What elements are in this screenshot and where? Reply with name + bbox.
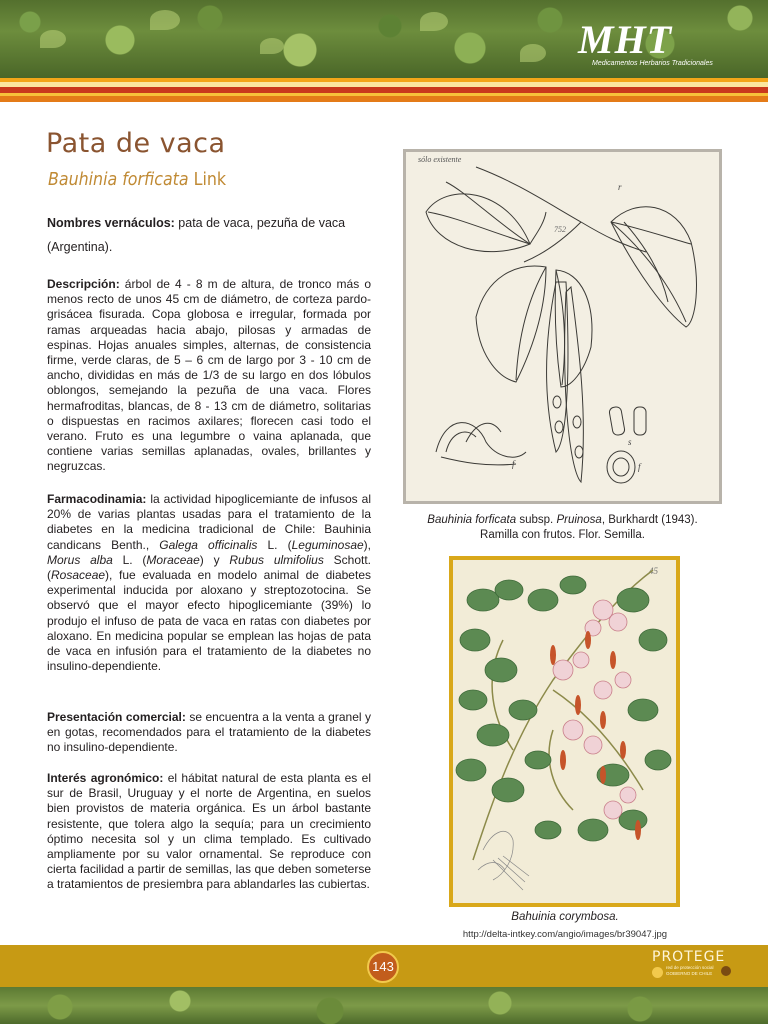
- plate-label: f: [638, 462, 641, 472]
- family-name: Leguminosae: [291, 537, 364, 552]
- botanical-drawing-illustration: [406, 152, 719, 501]
- caption-text: , Burkhardt (1943).: [601, 514, 698, 526]
- section-text: ),: [363, 537, 372, 552]
- plate-label: r: [618, 182, 622, 192]
- mht-logo: [578, 17, 726, 72]
- section-text: Schott. (: [47, 552, 371, 583]
- protege-wordmark: PROTEGE: [652, 949, 726, 965]
- section-text: la actividad hipoglicemiante de infusos al 20% de varias plantas usadas para el tratamiento de la diabetes en la medicina tradicional de Chile: Bauhinia candicans Benth.,: [47, 492, 371, 552]
- caption-line-2: Ramilla con frutos. Flor. Semilla.: [480, 529, 645, 541]
- species-name: Morus alba: [47, 552, 113, 567]
- caption-line-1: [427, 514, 697, 526]
- protege-emblem-icon: [652, 967, 663, 978]
- caption-text: subsp.: [516, 514, 557, 526]
- color-botanical-plate-figure: [449, 556, 680, 907]
- section-text: L. (: [112, 552, 147, 567]
- section-text: L. (: [257, 537, 292, 552]
- figure-1-caption: [403, 513, 722, 543]
- caption-species: Bauhinia forficata: [427, 514, 517, 526]
- figure-2-caption: Bahuinia corymbosa.: [511, 911, 619, 923]
- plate-number: 752: [554, 225, 566, 234]
- botanical-drawing-figure: [403, 149, 722, 504]
- plate-number: 45: [649, 566, 658, 576]
- section-text: el hábitat natural de esta planta es el sur de Brasil, Uruguay y el norte de Argentina, en suelos bien provistos de materia orgánica. Es un árbol bastante resistente, que tolera algo la sequía; para un crecimiento óptimo necesita sol y un clima templado. Es cultivado ampliamente por su valor ornamental. Se reproduce con cierta facilidad a partir de semillas, las que deben someterse a tratamientos de presiembra para ablandarles las cubiertas.: [47, 771, 371, 892]
- header-stripe: [0, 96, 768, 102]
- section-farmacodinamia: [47, 492, 371, 674]
- page-title: Pata de vaca: [46, 128, 226, 159]
- scientific-name-binomial: Bauhinia forficata: [48, 169, 189, 190]
- scientific-name: [48, 169, 226, 190]
- section-nombres-vernaculos: [47, 211, 371, 259]
- section-text: árbol de 4 - 8 m de altura, de tronco más o menos recto de unos 45 cm de diámetro, de corteza pardo-grisácea fisurada. Copa globosa e irregular, formada por ramas arqueadas hacia abajo, pilosas y armadas de espinas. Hojas anuales simples, alternas, de consistencia firme, verde claras, de 5 – 6 cm de largo por 3 - 10 cm de ancho, divididas en más de 1/3 de su largo en dos lóbulos oblongos, semejando la pezuña de una vaca. Flores hermafroditas, blancas, de 8 - 13 cm de diámetro, solitarias o dispuestas en racimos axilares; florecen casi todo el verano. Fruto es una legumbre o vaina aplanada, que contiene varias semillas aplanadas, ovales, brillantes y negruzcas.: [47, 277, 371, 474]
- protege-subtitle: red de protección social GOBIERNO DE CHILE: [666, 965, 714, 976]
- section-label: Nombres vernáculos:: [47, 216, 175, 230]
- footer-foliage-banner: [0, 987, 768, 1024]
- section-text: ) y: [199, 552, 230, 567]
- caption-variety: Pruinosa: [556, 514, 602, 526]
- section-presentacion-comercial: [47, 710, 371, 756]
- government-seal-icon: [721, 966, 731, 976]
- color-botanical-plate-illustration: [453, 560, 676, 903]
- scientific-name-author: Link: [193, 169, 227, 190]
- species-name: Rubus ulmifolius: [229, 552, 324, 567]
- section-interes-agronomico: [47, 771, 371, 893]
- figure-2-source-url: http://delta-intkey.com/angio/images/br39047.jpg: [462, 929, 668, 940]
- plate-label: s: [628, 437, 632, 447]
- section-label: Descripción:: [47, 277, 120, 291]
- section-descripcion: [47, 277, 371, 475]
- section-text: se encuentra a la venta a granel y en gotas, recomendados para el tratamiento de la diabetes no insulino-dependiente.: [47, 710, 371, 755]
- section-label: Interés agronómico:: [47, 771, 164, 785]
- family-name: Rosaceae: [51, 568, 106, 583]
- family-name: Moraceae: [146, 552, 200, 567]
- protege-logo: [652, 949, 732, 985]
- page-number: 143: [367, 951, 399, 983]
- section-label: Presentación comercial:: [47, 710, 186, 724]
- header-foliage-banner: [0, 0, 768, 78]
- species-name: Galega officinalis: [159, 537, 258, 552]
- plate-label: f: [512, 459, 515, 469]
- section-text: pata de vaca, pezuña de vaca (Argentina).: [47, 216, 346, 254]
- logo-mark: MHT: [578, 17, 673, 62]
- handwritten-note: sólo existente: [418, 155, 462, 164]
- logo-subtitle: Medicamentos Herbarios Tradicionales: [592, 60, 713, 67]
- section-label: Farmacodinamia:: [47, 492, 147, 506]
- section-text: ), fue evaluada en modelo animal de diabetes experimental inducida por aloxano y streptozotocina. Se observó que el mayor efecto hipoglicemiante (39%) lo produjo el infuso de pata de vaca en ratas con diabetes por aloxano. En medicina popular se emplean las hojas de pata de vaca en infusión para el tratamiento de la diabetes no insulino-dependiente.: [47, 568, 371, 674]
